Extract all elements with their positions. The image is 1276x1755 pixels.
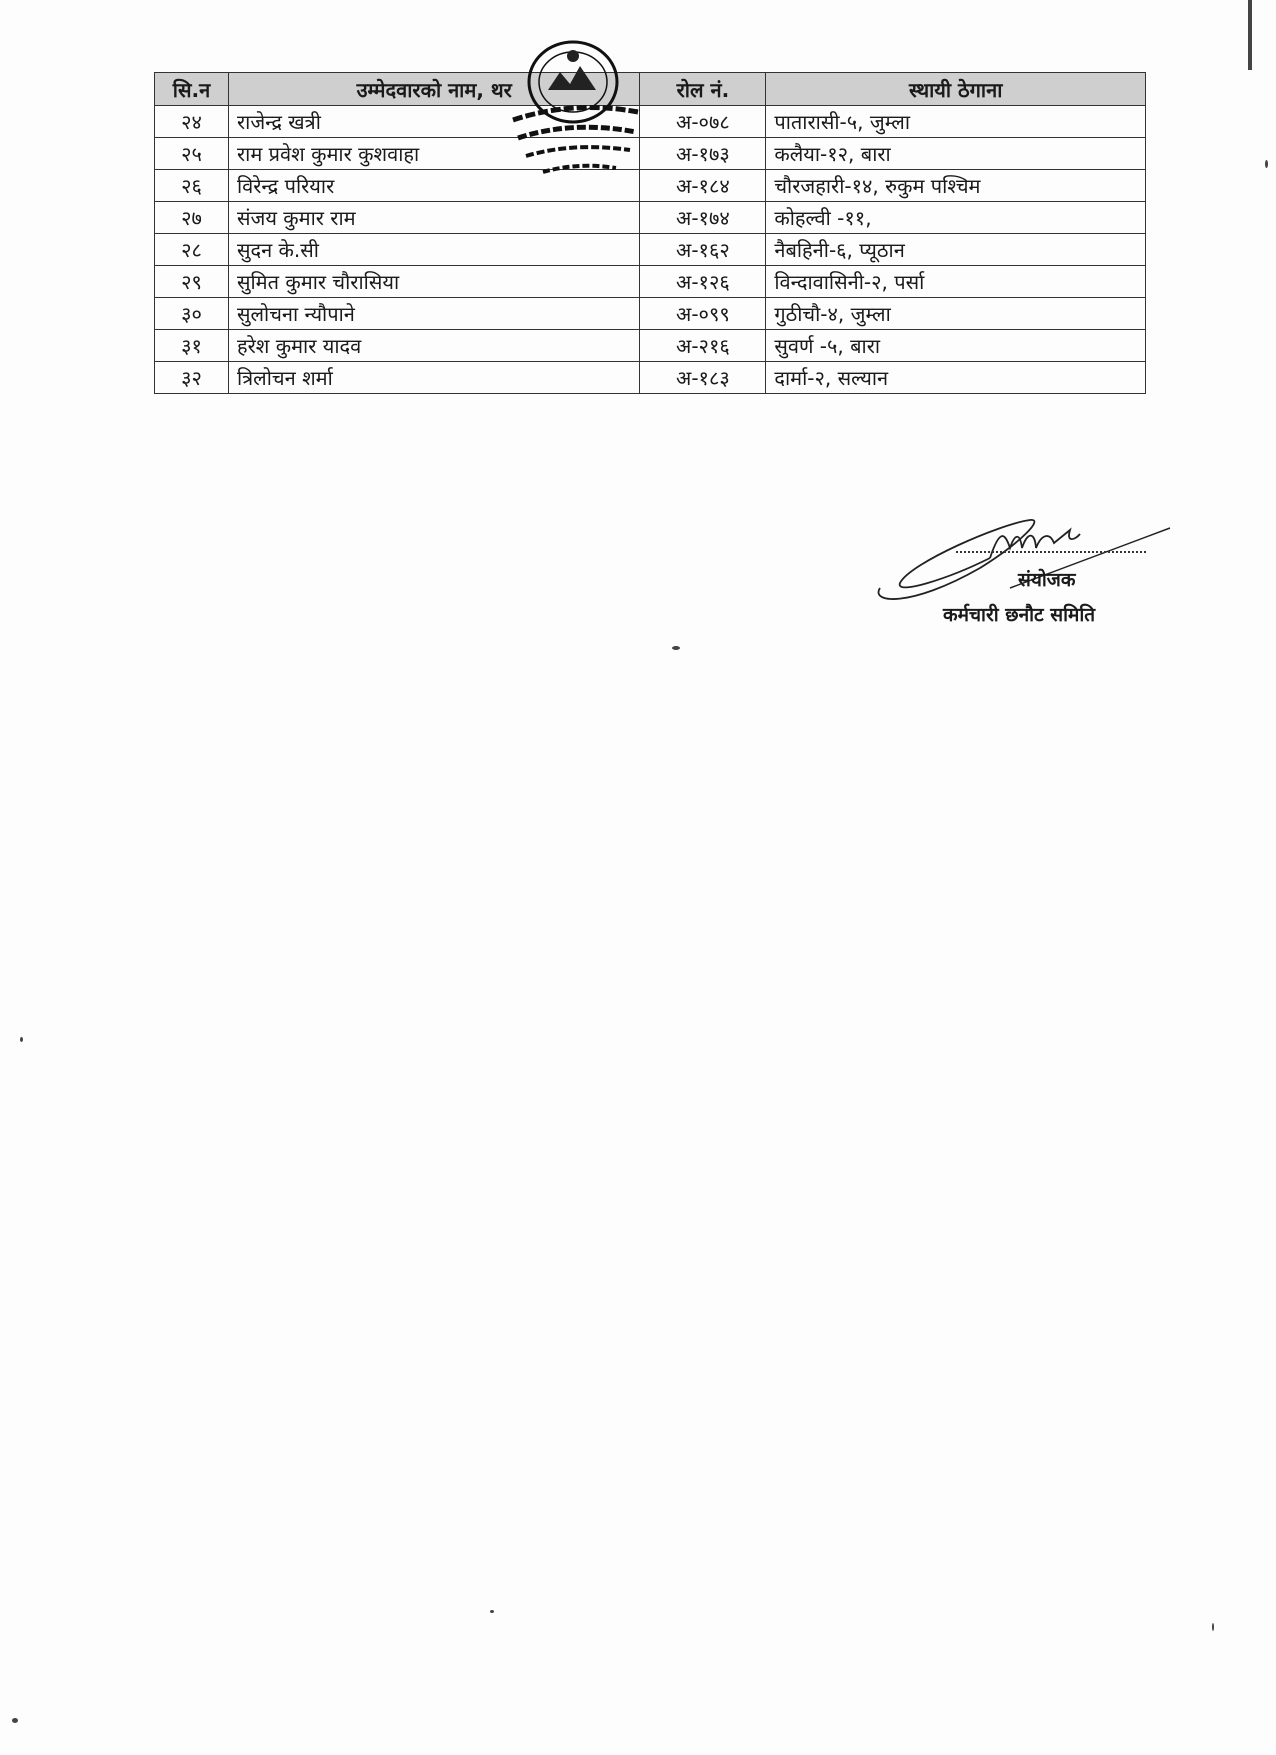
signatory-role: संयोजक	[1018, 569, 1076, 591]
header-sn: सि.न	[155, 73, 229, 106]
table-row	[155, 106, 1146, 138]
cell-address: नैबहिनी-६, प्यूठान	[766, 234, 1146, 266]
header-roll: रोल नं.	[640, 73, 766, 106]
cell-roll: अ-०९९	[640, 298, 766, 330]
table-row	[155, 362, 1146, 394]
cell-roll: अ-१२६	[640, 266, 766, 298]
cell-name: सुमित कुमार चौरासिया	[228, 266, 640, 298]
table-row	[155, 330, 1146, 362]
cell-address: चौरजहारी-१४, रुकुम पश्चिम	[766, 170, 1146, 202]
cell-name: विरेन्द्र परियार	[228, 170, 640, 202]
header-address: स्थायी ठेगाना	[766, 73, 1146, 106]
table-row	[155, 266, 1146, 298]
cell-address: गुठीचौ-४, जुम्ला	[766, 298, 1146, 330]
scan-speck	[1212, 1623, 1214, 1631]
cell-address: विन्दावासिनी-२, पर्सा	[766, 266, 1146, 298]
cell-address: कोहल्वी -११,	[766, 202, 1146, 234]
cell-roll: अ-१६२	[640, 234, 766, 266]
cell-roll: अ-२१६	[640, 330, 766, 362]
table-row	[155, 138, 1146, 170]
table-row	[155, 234, 1146, 266]
cell-address: दार्मा-२, सल्यान	[766, 362, 1146, 394]
cell-sn: ३१	[155, 330, 229, 362]
cell-name: सुलोचना न्यौपाने	[228, 298, 640, 330]
scan-speck	[20, 1037, 23, 1042]
header-name: उम्मेदवारको नाम, थर	[228, 73, 640, 106]
scan-speck	[490, 1610, 494, 1613]
cell-roll: अ-१७३	[640, 138, 766, 170]
signature-dotted-line	[956, 547, 1146, 553]
scan-speck	[1248, 0, 1252, 70]
cell-sn: २४	[155, 106, 229, 138]
cell-roll: अ-०७८	[640, 106, 766, 138]
cell-address: पातारासी-५, जुम्ला	[766, 106, 1146, 138]
candidate-table	[154, 72, 1146, 394]
cell-sn: २८	[155, 234, 229, 266]
cell-sn: ३२	[155, 362, 229, 394]
cell-name: राजेन्द्र खत्री	[228, 106, 640, 138]
cell-name: हरेश कुमार यादव	[228, 330, 640, 362]
scan-speck	[1265, 160, 1268, 168]
cell-sn: २५	[155, 138, 229, 170]
cell-roll: अ-१८४	[640, 170, 766, 202]
official-seal-stamp	[498, 20, 648, 190]
cell-name: संजय कुमार राम	[228, 202, 640, 234]
cell-sn: २९	[155, 266, 229, 298]
cell-roll: अ-१७४	[640, 202, 766, 234]
cell-sn: २७	[155, 202, 229, 234]
table-row	[155, 202, 1146, 234]
table-row	[155, 298, 1146, 330]
table-header-row	[155, 73, 1146, 106]
handwritten-signature	[870, 508, 1180, 608]
cell-name: राम प्रवेश कुमार कुशवाहा	[228, 138, 640, 170]
cell-sn: २६	[155, 170, 229, 202]
signatory-committee: कर्मचारी छनौट समिति	[943, 604, 1096, 626]
scan-speck	[672, 646, 680, 650]
cell-name: त्रिलोचन शर्मा	[228, 362, 640, 394]
cell-address: सुवर्ण -५, बारा	[766, 330, 1146, 362]
cell-name: सुदन के.सी	[228, 234, 640, 266]
cell-roll: अ-१८३	[640, 362, 766, 394]
cell-sn: ३०	[155, 298, 229, 330]
table-row	[155, 170, 1146, 202]
cell-address: कलैया-१२, बारा	[766, 138, 1146, 170]
scan-speck	[12, 1718, 18, 1723]
